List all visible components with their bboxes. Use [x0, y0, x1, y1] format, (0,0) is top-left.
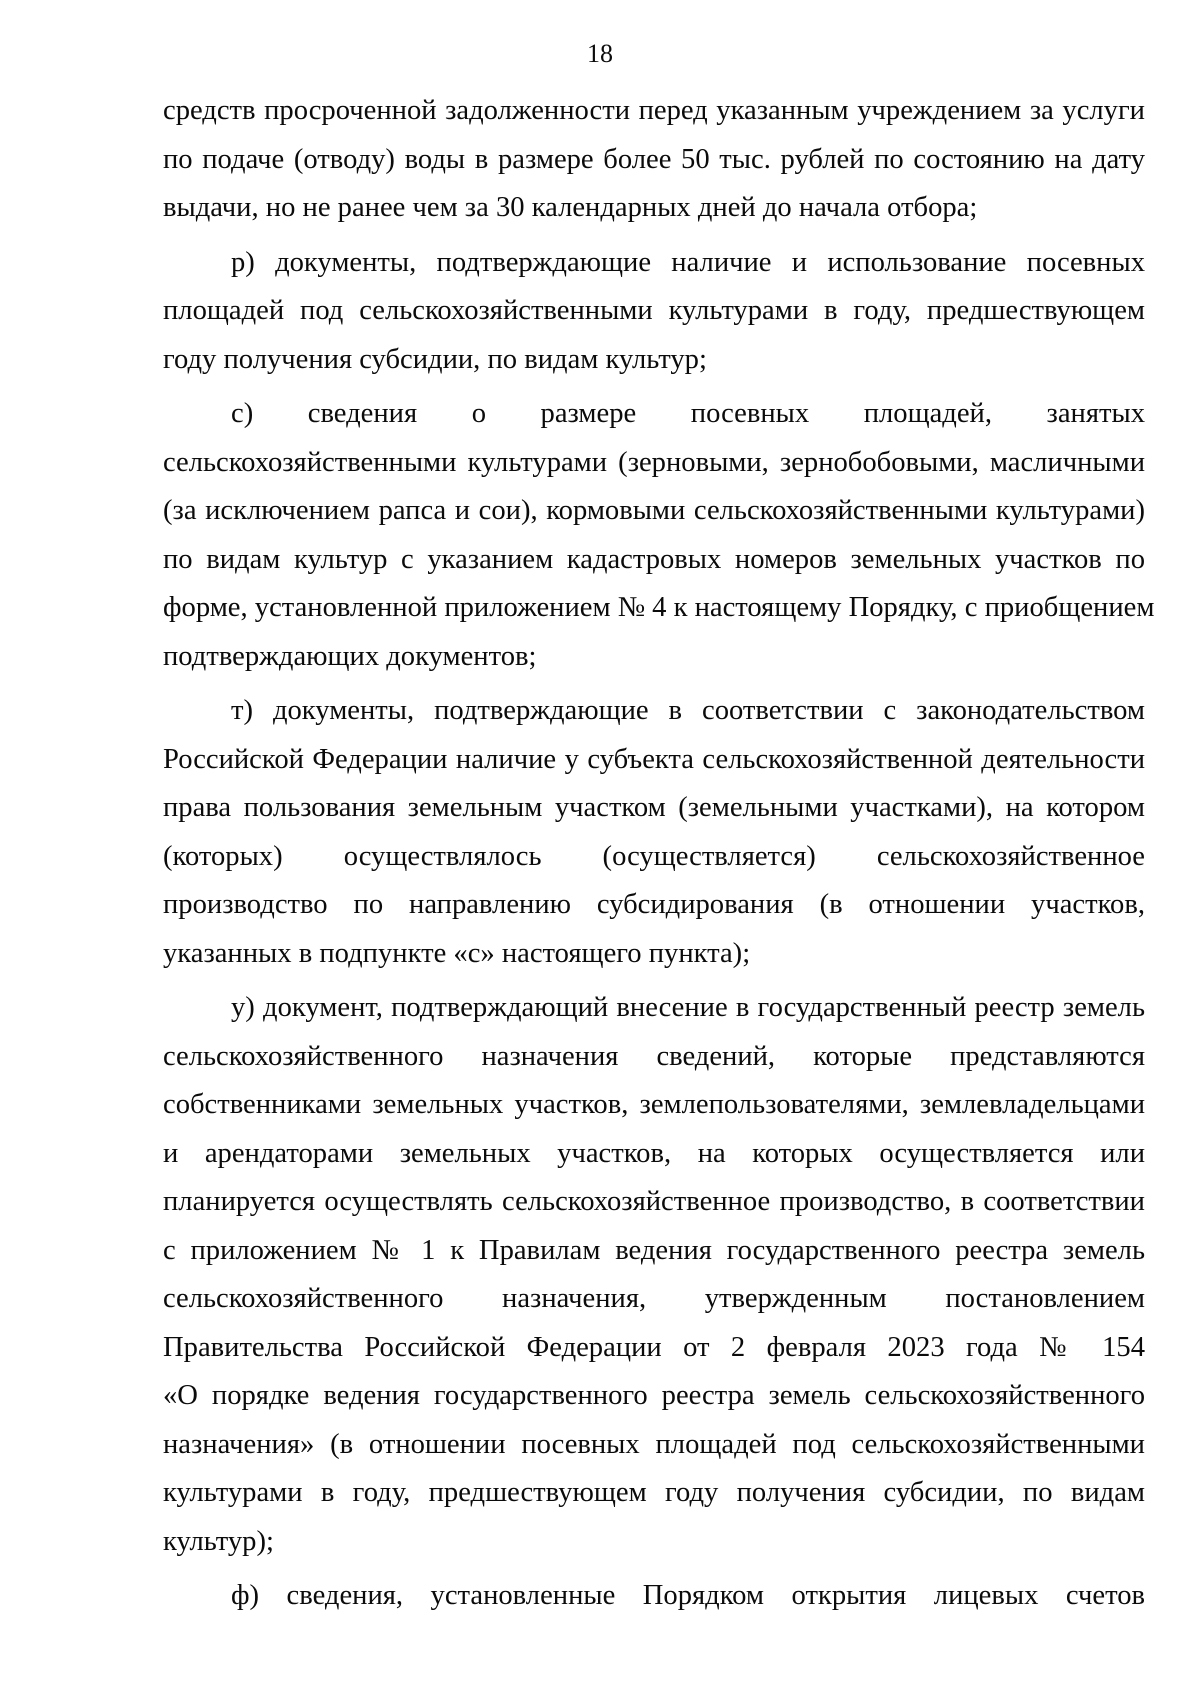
- text-line: собственниками земельных участков, землепользователями, землевладельцами: [163, 1089, 1145, 1120]
- text-line: Российской Федерации наличие у субъекта сельскохозяйственной деятельности: [163, 743, 1145, 775]
- text-line: (которых) осуществлялось (осуществляется) сельскохозяйственное: [163, 840, 1145, 872]
- text-line: (за исключением рапса и сои), кормовыми сельскохозяйственными культурами): [163, 495, 1145, 526]
- text-line: указанных в подпункте «с» настоящего пункта);: [163, 937, 751, 969]
- text-line: культурами в году, предшествующем году получения субсидии, по видам: [163, 1477, 1145, 1508]
- text-line: году получения субсидии, по видам культур;: [163, 343, 707, 375]
- text-line: назначения» (в отношении посевных площадей под сельскохозяйственными: [163, 1428, 1145, 1460]
- text-line: ф) сведения, установленные Порядком открытия лицевых счетов: [231, 1580, 1145, 1611]
- text-line: планируется осуществлять сельскохозяйственное производство, в соответствии: [163, 1186, 1145, 1217]
- text-line: культур);: [163, 1525, 274, 1557]
- paragraph: [163, 390, 1155, 681]
- text-line: сельскохозяйственного назначения, утвержденным постановлением: [163, 1283, 1145, 1314]
- text-line: т) документы, подтверждающие в соответствии с законодательством: [231, 695, 1145, 726]
- text-line: форме, установленной приложением № 4 к настоящему Порядку, с приобщением: [163, 592, 1155, 623]
- paragraph: [163, 239, 1145, 385]
- text-line: производство по направлению субсидирования (в отношении участков,: [163, 889, 1145, 920]
- paragraph: [163, 1572, 1145, 1621]
- page-number: 18: [587, 39, 613, 68]
- text-line: с приложением № 1 к Правилам ведения государственного реестра земель: [163, 1234, 1145, 1266]
- text-line: площадей под сельскохозяйственными культурами в году, предшествующем: [163, 295, 1145, 326]
- text-line: права пользования земельным участком (земельными участками), на котором: [163, 792, 1145, 823]
- paragraph: [163, 87, 1145, 233]
- text-line: Правительства Российской Федерации от 2 февраля 2023 года № 154: [163, 1331, 1145, 1363]
- text-line: средств просроченной задолженности перед указанным учреждением за услуги: [163, 95, 1145, 126]
- text-line: подтверждающих документов;: [163, 640, 537, 672]
- text-line: сельскохозяйственного назначения сведений, которые представляются: [163, 1040, 1145, 1072]
- text-line: выдачи, но не ранее чем за 30 календарных дней до начала отбора;: [163, 192, 978, 223]
- text-line: «О порядке ведения государственного реестра земель сельскохозяйственного: [163, 1380, 1145, 1411]
- text-line: у) документ, подтверждающий внесение в государственный реестр земель: [231, 992, 1145, 1023]
- text-line: и арендаторами земельных участков, на которых осуществляется или: [163, 1137, 1145, 1169]
- paragraph: [163, 687, 1145, 978]
- text-line: с) сведения о размере посевных площадей, занятых: [231, 398, 1145, 429]
- document-body: [163, 87, 1155, 1621]
- text-line: по подаче (отводу) воды в размере более 50 тыс. рублей по состоянию на дату: [163, 143, 1145, 175]
- text-line: р) документы, подтверждающие наличие и использование посевных: [231, 246, 1145, 278]
- paragraph: [163, 984, 1145, 1566]
- text-line: сельскохозяйственными культурами (зерновыми, зернобобовыми, масличными: [163, 446, 1145, 478]
- text-line: по видам культур с указанием кадастровых номеров земельных участков по: [163, 543, 1145, 575]
